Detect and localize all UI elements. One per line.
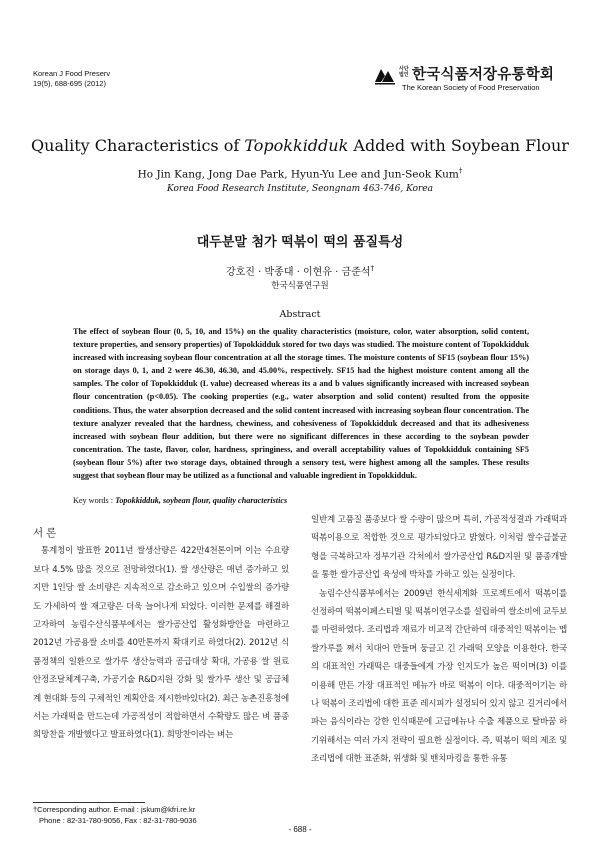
page-number: - 688 -: [288, 825, 312, 834]
paper-title: [0, 136, 600, 155]
keywords-label: Key words :: [73, 496, 114, 505]
keywords-text: Topokkidduk, soybean flour, quality characteristics: [115, 496, 288, 505]
korean-authors-text: 강호진 · 박종대 · 이현유 · 금준석: [225, 267, 371, 278]
korean-title: 대두분말 첨가 떡볶이 떡의 품질특성: [196, 235, 404, 250]
journal-name: Korean J Food Preserv: [33, 69, 111, 78]
corresponding-author: †Corresponding author. E-mail : jskum@kfri.re.kr: [33, 805, 196, 814]
title-italic: Topokkidduk: [244, 136, 349, 155]
society-logo-icon: [372, 65, 400, 85]
footnote-divider: [33, 802, 145, 803]
korean-authors: [0, 263, 600, 278]
korean-corresponding-mark: †: [370, 264, 375, 273]
section-heading-introduction: 서 론: [33, 527, 57, 539]
affiliation: Korea Food Research Institute, Seongnam 463-746, Korea: [167, 184, 433, 194]
title-prefix: Quality Characteristics of: [31, 136, 245, 155]
journal-citation: [33, 69, 110, 88]
authors-text: Ho Jin Kang, Jong Dae Park, Hyun-Yu Lee and Jun-Seok Kum: [137, 168, 459, 181]
keywords: [73, 496, 287, 505]
journal-volume: 19(5), 688-695 (2012): [33, 78, 106, 88]
society-english-name: The Korean Society of Food Preservation: [402, 83, 540, 92]
abstract-heading: Abstract: [279, 309, 321, 320]
korean-affiliation: 한국식품연구원: [271, 281, 329, 291]
intro-paragraph-2: 일반계 고품질 품종보다 쌀 수량이 많으며 특히, 가공적성결과 가래떡과 떡볶이용으로 적합한 것으로 평가되었다고 밝혔다. 이처럼 쌀수급불균형을 극복하고자 정부기관 각처에서 쌀가공산업 R&D지원 및 품종개발을 통한 쌀가공산업 육성에 박차를 가하고 있는 실정이다.: [311, 515, 567, 581]
corresponding-mark: †: [458, 167, 463, 175]
intro-paragraph-3: 농림수산식품부에서는 2009년 한식세계화 프로젝트에서 떡볶이를 선정하여 떡볶이페스티벌 및 떡볶이연구소를 설립하여 쌀소비에 교두보를 마련하였다. 조리법과 재료가 비교적 간단하여 대중적인 떡볶이는 멥쌀가루를 쪄서 치대어 만들며 둥글고 긴 가래떡 모양을 이용한다. 한국의 대표적인 가래떡은 대중들에게 가장 인지도가 높은 떡이며(3) 이를 이용해 만든 가장 대표적인 메뉴가 바로 떡볶이 이다. 대중적이기는 하나 떡볶이 조리법에 대한 표준 레시피가 설정되어 있지 않고 길거리에서 파는 음식이라는 강한 인식때문에 고급메뉴나 수출 제품으로 탈바꿈 하기위해서는 여러 가지 전략이 필요한 실정이다. 즉, 떡볶이 떡의 제조 및 조리법에 대한 표준화, 위생화 및 밴치마킹을 통한 유통: [311, 588, 567, 765]
footnote: [33, 804, 197, 826]
title-suffix: Added with Soybean Flour: [348, 136, 569, 155]
body-right-column: [311, 511, 567, 769]
society-type-label: 사단법인: [399, 66, 409, 78]
intro-paragraph-1: 통계청이 발표한 2011년 쌀생산량은 422만4천톤이며 이는 수요량보다 4.5% 많을 것으로 전망하였다(1). 쌀 생산량은 매년 증가하고 있지만 1인당 쌀 소비량은 지속적으로 감소하고 있으며 수입쌀의 증가량도 가세하여 쌀 재고량은 더욱 늘어나게 되었다. 이러한 문제를 해결하고자하여 농림수산식품부에서는 쌀가공산업 활성화방안을 마련하고 2012년 가공용쌀 소비를 40만톤까지 확대키로 하였다(2). 2012년 식품정책의 일환으로 쌀가루 생산능력과 공급대상 확대, 가공용 쌀 원료 안정조달체계구축, 가공기술 R&D지원 강화 및 쌀가루 생산 및 공급체계 현대화 등의 구체적인 계획안을 제시한바있다(2). 최근 농촌진흥청에서는 가래떡을 만드는데 가공적성이 적합하면서 수확량도 많은 벼 품종 희망찬을 개발했다고 발표하였다(1). 희망찬이라는 벼는: [33, 546, 289, 741]
society-header: [372, 63, 568, 97]
author-list: [0, 167, 600, 181]
body-left-column: [33, 524, 289, 745]
contact-phone: Phone : 82-31-780-9056, Fax : 82-31-780-9036: [39, 816, 197, 825]
abstract-text: The effect of soybean flour (0, 5, 10, and 15%) on the quality characteristics (moisture, color, water absorption, solid content, texture properties, and sensory properties) of Topokkidduk stored for two days was studied. The moisture content of Topokkidduk increased with increasing soybean flour concentration at all the storage times. The moisture contents of SF15 (soybean flour 15%) on storage days 0, 1, and 2 were 46.30, 46.30, and 45.00%, respectively. SF15 had the highest moisture content among all the samples. The color of Topokkidduk (L value) decreased whereas its a and b values significantly increased with increased soybean flour concentration (p<0.05). The cooking properties (e.g., water absorption and solid content) resulted from the opposite conditions. Thus, the water absorption decreased and the solid content increased with increasing soybean flour concentration. The texture analyzer revealed that the hardness, chewiness, and cohesiveness of Topokkidduk decreased and that its adhesiveness increased with soybean flour addition, but there were no significant differences in these according to the soybean powder concentration. The taste, flavor, color, hardness, springiness, and overall acceptability values of Topokkidduk containing SF5 (soybean flour 5%) after two storage days, obtained through a sensory test, were highest among all the samples. These results suggest that soybean flour may be utilized as a functional and valuable ingredient in Topokkidduk.: [73, 327, 529, 481]
society-korean-name: 한국식품저장유통학회: [412, 67, 555, 83]
